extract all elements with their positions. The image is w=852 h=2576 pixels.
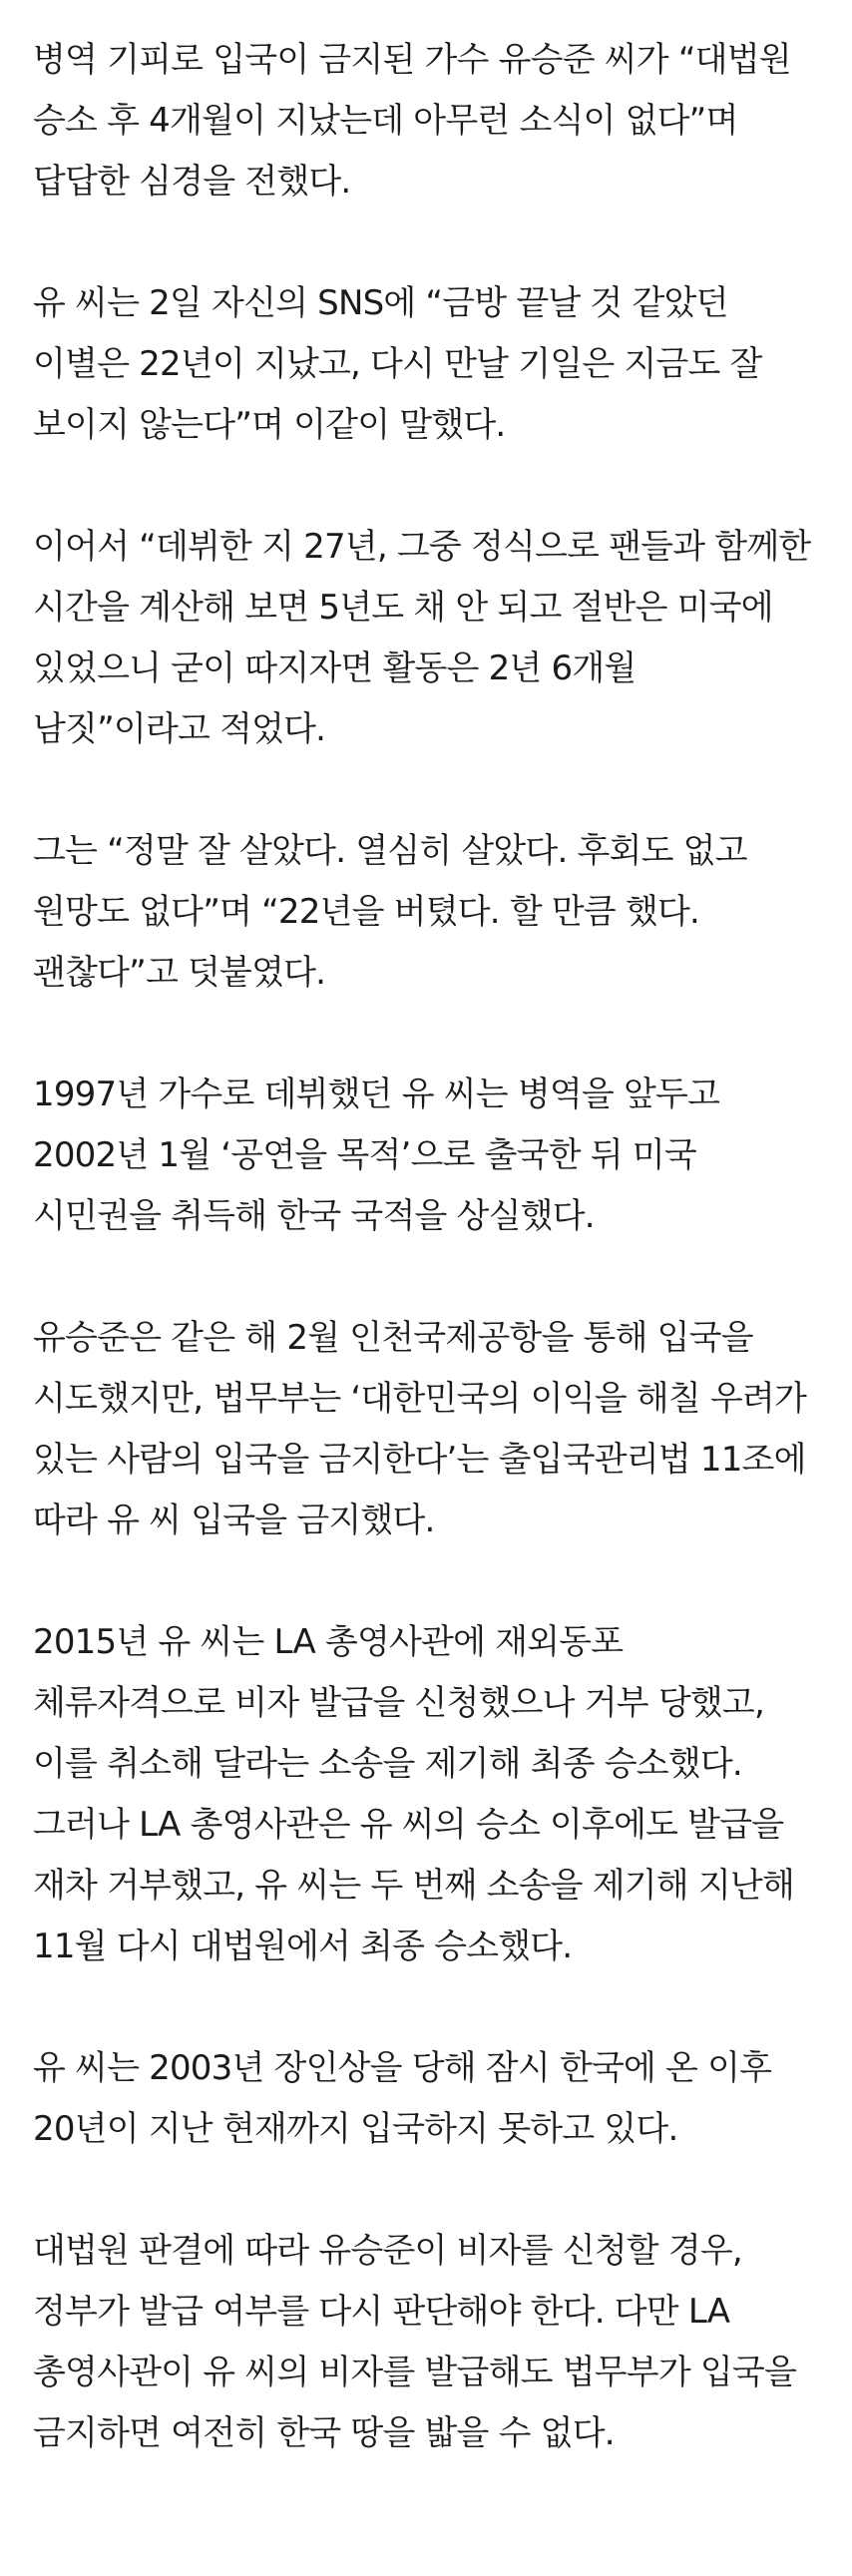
article-paragraph-3: 이어서 “데뷔한 지 27년, 그중 정식으로 팬들과 함께한 시간을 계산해 보면 5년도 채 안 되고 절반은 미국에 있었으니 굳이 따지자면 활동은 2년 6개월 남짓”이라고 적었다. bbox=[33, 527, 811, 749]
article-paragraph-5: 1997년 가수로 데뷔했던 유 씨는 병역을 앞두고 2002년 1월 ‘공연을 목적’으로 출국한 뒤 미국 시민권을 취득해 한국 국적을 상실했다. bbox=[33, 1074, 720, 1236]
article-paragraph-1: 병역 기피로 입국이 금지된 가수 유승준 씨가 “대법원 승소 후 4개월이 지났는데 아무런 소식이 없다”며 답답한 심경을 전했다. bbox=[33, 40, 791, 202]
article-paragraph-9: 대법원 판결에 따라 유승준이 비자를 신청할 경우, 정부가 발급 여부를 다시 판단해야 한다. 다만 LA 총영사관이 유 씨의 비자를 발급해도 법무부가 입국을 금지하면 여전히 한국 땅을 밟을 수 없다. bbox=[33, 2231, 797, 2453]
article-paragraph-2: 유 씨는 2일 자신의 SNS에 “금방 끝날 것 같았던 이별은 22년이 지났고, 다시 만날 기일은 지금도 잘 보이지 않는다”며 이같이 말했다. bbox=[33, 283, 762, 445]
article-paragraph-8: 유 씨는 2003년 장인상을 당해 잠시 한국에 온 이후 20년이 지난 현재까지 입국하지 못하고 있다. bbox=[33, 2048, 772, 2149]
article-body bbox=[33, 30, 821, 2464]
article-paragraph-7: 2015년 유 씨는 LA 총영사관에 재외동포 체류자격으로 비자 발급을 신청했으나 거부 당했고, 이를 취소해 달라는 소송을 제기해 최종 승소했다. 그러나 LA 총영사관은 유 씨의 승소 이후에도 발급을 재차 거부했고, 유 씨는 두 번째 소송을 제기해 지난해 11월 다시 대법원에서 최종 승소했다. bbox=[33, 1622, 794, 1966]
article-paragraph-6: 유승준은 같은 해 2월 인천국제공항을 통해 입국을 시도했지만, 법무부는 ‘대한민국의 이익을 해칠 우려가 있는 사람의 입국을 금지한다’는 출입국관리법 11조에 따라 유 씨 입국을 금지했다. bbox=[33, 1318, 807, 1540]
article-paragraph-4: 그는 “정말 잘 살았다. 열심히 살았다. 후회도 없고 원망도 없다”며 “22년을 버텼다. 할 만큼 했다. 괜찮다”고 덧붙였다. bbox=[33, 831, 747, 993]
